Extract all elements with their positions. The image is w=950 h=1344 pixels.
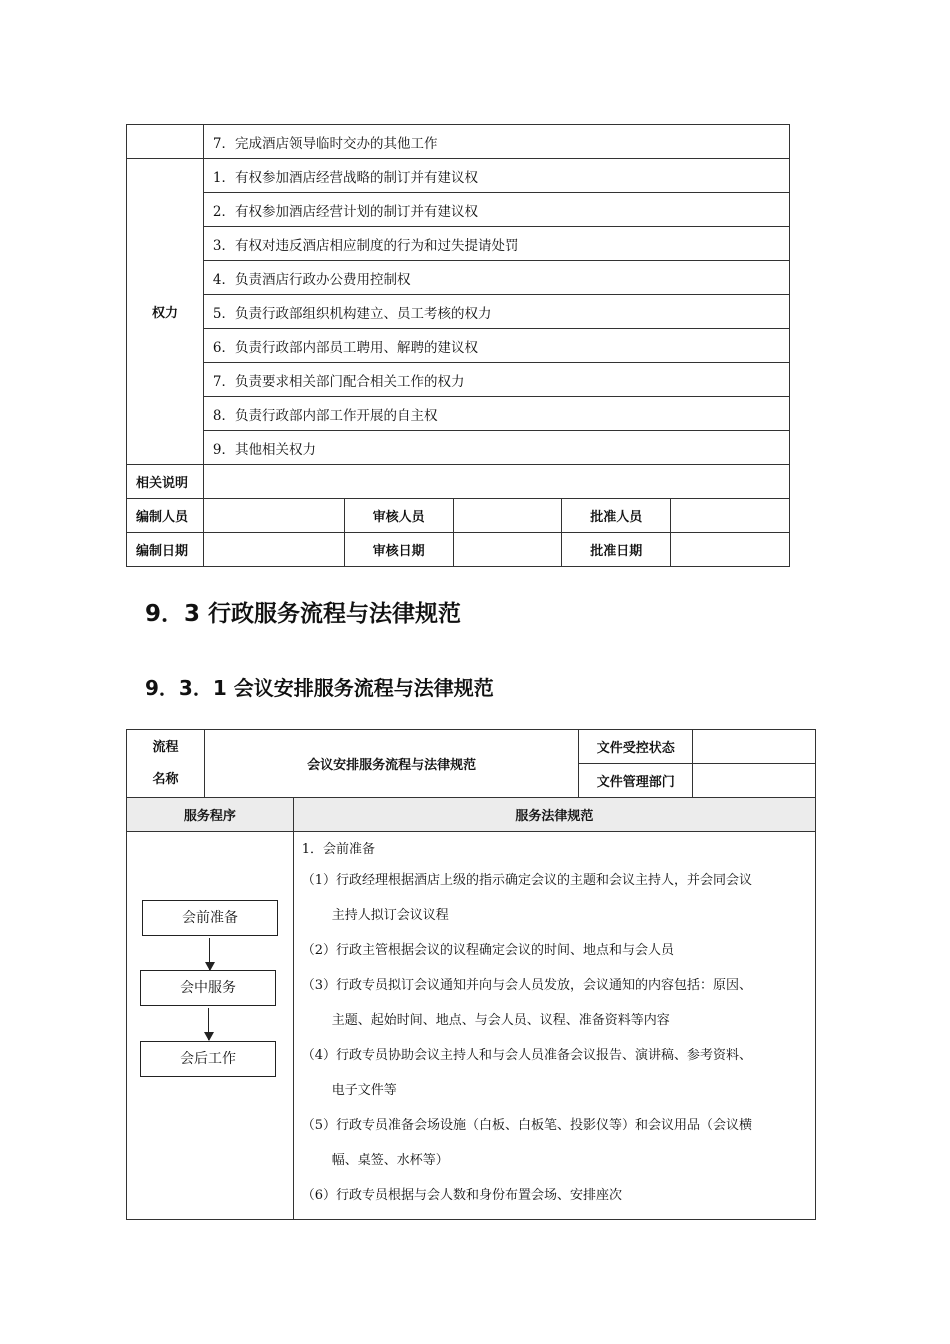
doc-status-value	[693, 730, 816, 764]
authority-item: 4．负责酒店行政办公费用控制权	[203, 261, 789, 295]
authority-item: 9．其他相关权力	[203, 431, 789, 465]
process-name-value: 会议安排服务流程与法律规范	[204, 730, 578, 798]
authority-item: 2．有权参加酒店经营计划的制订并有建议权	[203, 193, 789, 227]
law-item-5: （5）行政专员准备会场设施（白板、白板笔、投影仪等）和会议用品（会议横	[301, 1118, 753, 1133]
process-name-label-line2: 名称	[152, 771, 179, 787]
review-date-value	[453, 533, 562, 567]
duty-item: 7．完成酒店领导临时交办的其他工作	[203, 125, 789, 159]
table-row	[127, 533, 790, 567]
process-table	[126, 729, 816, 1220]
table-row	[127, 730, 816, 764]
table-row	[127, 363, 790, 397]
law-item-1-cont: 主持人拟订会议议程	[331, 908, 449, 923]
reviewer-label: 审核人员	[344, 499, 453, 533]
table-row	[127, 832, 816, 1220]
table-row	[127, 329, 790, 363]
service-law-header: 服务法律规范	[293, 798, 815, 832]
compiler-value	[203, 499, 344, 533]
table-row	[127, 193, 790, 227]
responsibility-table	[126, 124, 790, 567]
table-row	[127, 431, 790, 465]
section-title: 9．3 行政服务流程与法律规范	[145, 601, 462, 627]
approver-value	[671, 499, 790, 533]
empty-cell	[127, 125, 204, 159]
law-content	[293, 832, 815, 1220]
subsection-title: 9．3．1 会议安排服务流程与法律规范	[145, 676, 494, 700]
process-name-label-line1: 流程	[152, 739, 179, 755]
approve-date-label: 批准日期	[562, 533, 671, 567]
review-date-label: 审核日期	[344, 533, 453, 567]
doc-dept-value	[693, 764, 816, 798]
law-item-6: （6）行政专员根据与会人数和身份布置会场、安排座次	[301, 1188, 623, 1203]
related-notes-label: 相关说明	[127, 465, 204, 499]
law-item-2: （2）行政主管根据会议的议程确定会议的时间、地点和与会人员	[301, 943, 675, 958]
authority-item: 3．有权对违反酒店相应制度的行为和过失提请处罚	[203, 227, 789, 261]
flow-step-post-meeting: 会后工作	[140, 1041, 276, 1077]
authority-item: 7．负责要求相关部门配合相关工作的权力	[203, 363, 789, 397]
authority-item: 5．负责行政部组织机构建立、员工考核的权力	[203, 295, 789, 329]
law-item-3: （3）行政专员拟订会议通知并向与会人员发放，会议通知的内容包括：原因、	[301, 978, 753, 993]
flow-step-pre-meeting: 会前准备	[142, 900, 278, 936]
law-item-1: （1）行政经理根据酒店上级的指示确定会议的主题和会议主持人，并会同会议	[301, 873, 753, 888]
compile-date-label: 编制日期	[127, 533, 204, 567]
arrow-down-icon	[209, 938, 210, 970]
table-row	[127, 125, 790, 159]
approve-date-value	[671, 533, 790, 567]
table-row	[127, 499, 790, 533]
related-notes-value	[203, 465, 789, 499]
compile-date-value	[203, 533, 344, 567]
compiler-label: 编制人员	[127, 499, 204, 533]
law-item-3-cont: 主题、起始时间、地点、与会人员、议程、准备资料等内容	[331, 1013, 670, 1028]
flow-chart-cell	[127, 832, 294, 1220]
table-row	[127, 261, 790, 295]
process-name-label	[127, 730, 205, 798]
table-row	[127, 798, 816, 832]
doc-status-label: 文件受控状态	[579, 730, 693, 764]
authority-item: 6．负责行政部内部员工聘用、解聘的建议权	[203, 329, 789, 363]
law-item-4-cont: 电子文件等	[331, 1083, 397, 1098]
table-row	[127, 159, 790, 193]
flow-step-in-meeting: 会中服务	[140, 970, 276, 1006]
table-row	[127, 465, 790, 499]
law-item-5-cont: 幅、桌签、水杯等）	[331, 1153, 449, 1168]
authority-label: 权力	[127, 159, 204, 465]
table-row	[127, 397, 790, 431]
law-item-4: （4）行政专员协助会议主持人和与会人员准备会议报告、演讲稿、参考资料、	[301, 1048, 753, 1063]
reviewer-value	[453, 499, 562, 533]
authority-item: 1．有权参加酒店经营战略的制订并有建议权	[203, 159, 789, 193]
table-row	[127, 295, 790, 329]
doc-dept-label: 文件管理部门	[579, 764, 693, 798]
authority-item: 8．负责行政部内部工作开展的自主权	[203, 397, 789, 431]
approver-label: 批准人员	[562, 499, 671, 533]
arrow-down-icon	[208, 1008, 209, 1040]
table-row	[127, 227, 790, 261]
law-title: 1．会前准备	[301, 842, 376, 857]
service-procedure-header: 服务程序	[127, 798, 294, 832]
